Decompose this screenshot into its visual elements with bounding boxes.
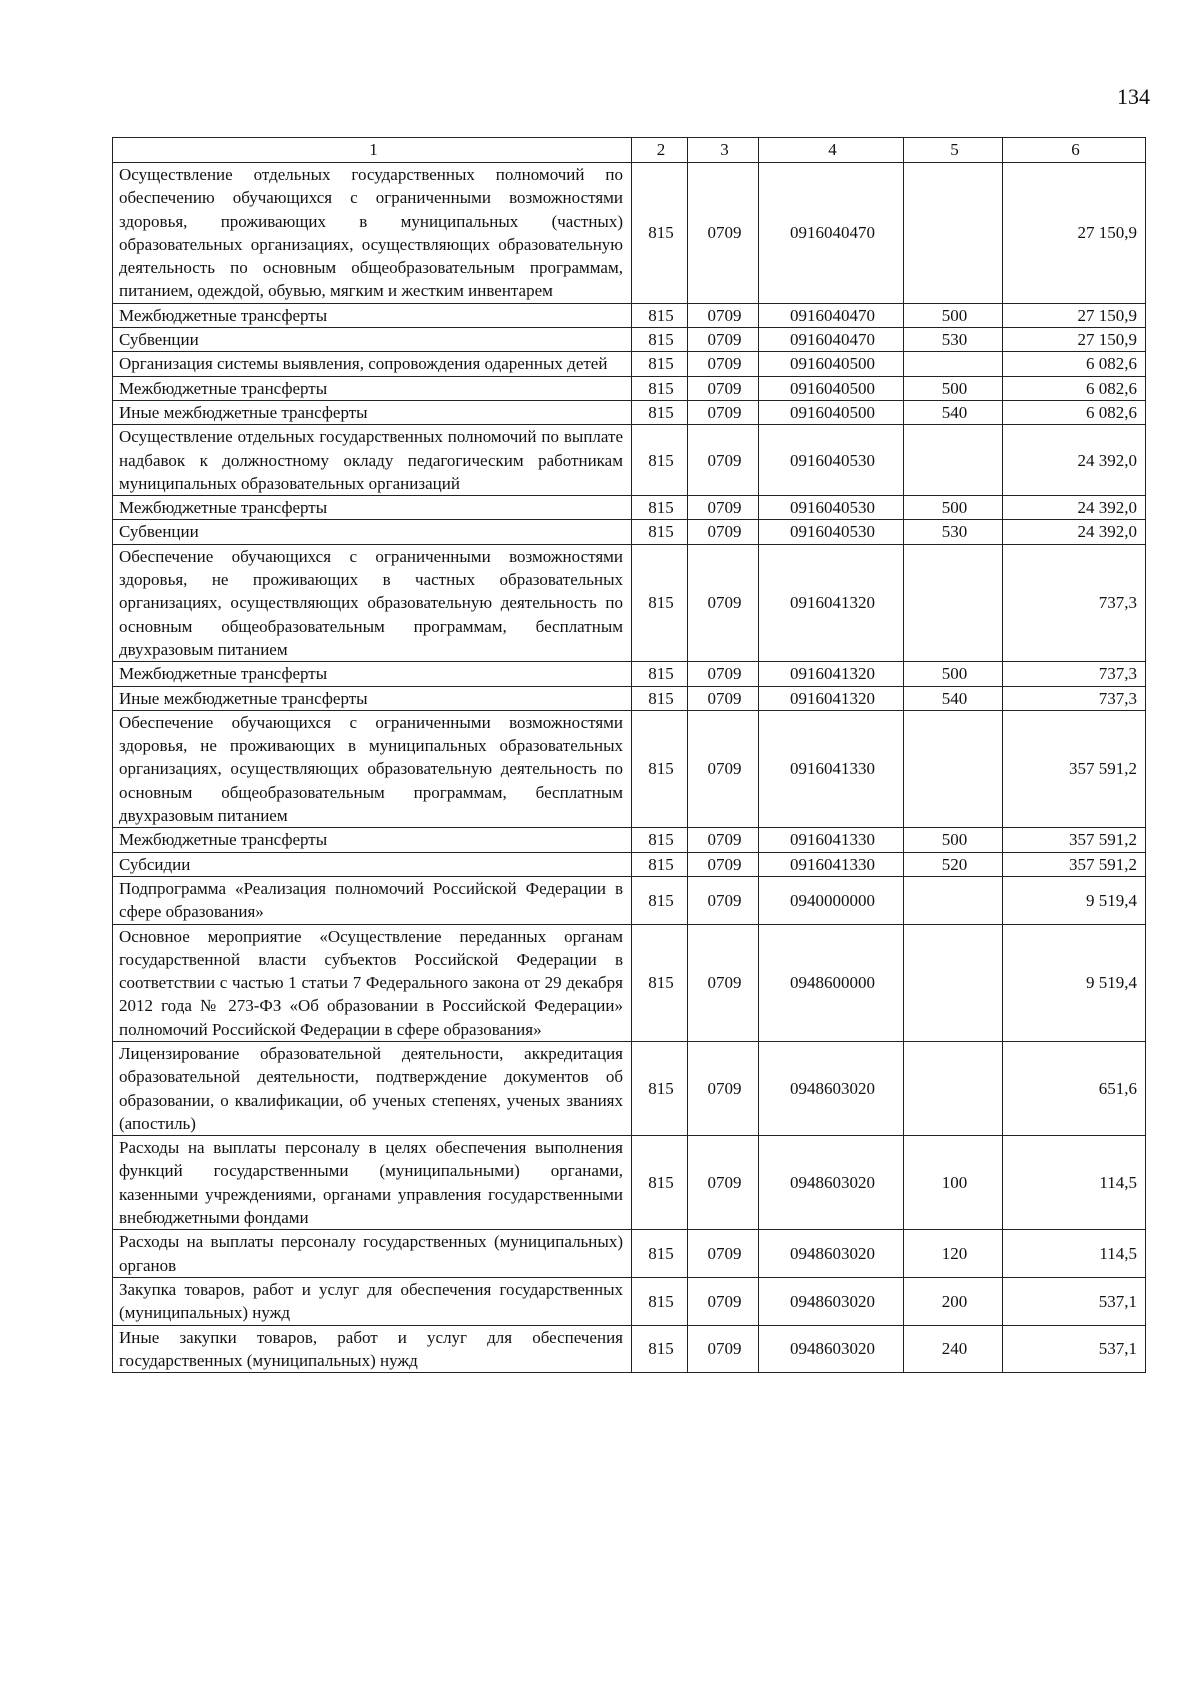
amount: 651,6 <box>1003 1041 1146 1135</box>
target-article-code: 0916041330 <box>759 710 904 827</box>
table-row <box>113 496 1146 520</box>
amount: 9 519,4 <box>1003 876 1146 924</box>
chapter-code: 815 <box>632 710 688 827</box>
section-code: 0709 <box>688 376 759 400</box>
column-header: 4 <box>759 138 904 163</box>
row-description: Субвенции <box>113 520 632 544</box>
row-description: Субсидии <box>113 852 632 876</box>
section-code: 0709 <box>688 686 759 710</box>
amount: 737,3 <box>1003 662 1146 686</box>
table-row <box>113 544 1146 661</box>
chapter-code: 815 <box>632 163 688 304</box>
row-description: Подпрограмма «Реализация полномочий Российской Федерации в сфере образования» <box>113 876 632 924</box>
chapter-code: 815 <box>632 328 688 352</box>
table-row <box>113 1230 1146 1278</box>
amount: 737,3 <box>1003 686 1146 710</box>
chapter-code: 815 <box>632 1277 688 1325</box>
page-number: 134 <box>1117 84 1150 109</box>
expense-type-code: 500 <box>904 376 1003 400</box>
amount: 114,5 <box>1003 1136 1146 1230</box>
expense-type-code <box>904 163 1003 304</box>
row-description: Субвенции <box>113 328 632 352</box>
section-code: 0709 <box>688 1041 759 1135</box>
section-code: 0709 <box>688 876 759 924</box>
chapter-code: 815 <box>632 1230 688 1278</box>
amount: 114,5 <box>1003 1230 1146 1278</box>
row-description: Организация системы выявления, сопровождения одаренных детей <box>113 352 632 376</box>
chapter-code: 815 <box>632 496 688 520</box>
column-header: 6 <box>1003 138 1146 163</box>
table-header-row <box>113 138 1146 163</box>
target-article-code: 0940000000 <box>759 876 904 924</box>
table-row <box>113 520 1146 544</box>
row-description: Межбюджетные трансферты <box>113 496 632 520</box>
section-code: 0709 <box>688 852 759 876</box>
chapter-code: 815 <box>632 303 688 327</box>
target-article-code: 0916041320 <box>759 662 904 686</box>
amount: 24 392,0 <box>1003 425 1146 496</box>
expense-type-code: 500 <box>904 496 1003 520</box>
row-description: Расходы на выплаты персоналу в целях обеспечения выполнения функций государственными (муниципальными) органами, казенными учреждениями, органами управления государственными внебюджетными фондами <box>113 1136 632 1230</box>
chapter-code: 815 <box>632 1136 688 1230</box>
target-article-code: 0916040530 <box>759 520 904 544</box>
table-row <box>113 400 1146 424</box>
column-header: 3 <box>688 138 759 163</box>
amount: 24 392,0 <box>1003 496 1146 520</box>
section-code: 0709 <box>688 520 759 544</box>
target-article-code: 0948603020 <box>759 1230 904 1278</box>
chapter-code: 815 <box>632 352 688 376</box>
row-description: Основное мероприятие «Осуществление переданных органам государственной власти субъектов Российской Федерации в соответствии с частью 1 статьи 7 Федерального закона от 29 декабря 2012 года № 273-ФЗ «Об образовании в Российской Федерации» полномочий Российской Федерации в сфере образования» <box>113 924 632 1041</box>
section-code: 0709 <box>688 1230 759 1278</box>
expense-type-code: 540 <box>904 686 1003 710</box>
target-article-code: 0916040500 <box>759 352 904 376</box>
amount: 6 082,6 <box>1003 352 1146 376</box>
column-header: 5 <box>904 138 1003 163</box>
row-description: Иные закупки товаров, работ и услуг для обеспечения государственных (муниципальных) нужд <box>113 1325 632 1373</box>
amount: 6 082,6 <box>1003 376 1146 400</box>
expense-type-code: 500 <box>904 662 1003 686</box>
target-article-code: 0916040470 <box>759 328 904 352</box>
expense-type-code: 240 <box>904 1325 1003 1373</box>
section-code: 0709 <box>688 544 759 661</box>
chapter-code: 815 <box>632 924 688 1041</box>
table-row <box>113 1136 1146 1230</box>
chapter-code: 815 <box>632 400 688 424</box>
target-article-code: 0916040470 <box>759 163 904 304</box>
target-article-code: 0948603020 <box>759 1325 904 1373</box>
expense-type-code: 520 <box>904 852 1003 876</box>
section-code: 0709 <box>688 1325 759 1373</box>
amount: 6 082,6 <box>1003 400 1146 424</box>
table-row <box>113 662 1146 686</box>
expense-type-code <box>904 1041 1003 1135</box>
target-article-code: 0916040530 <box>759 496 904 520</box>
target-article-code: 0916041330 <box>759 852 904 876</box>
table-row <box>113 376 1146 400</box>
target-article-code: 0916041320 <box>759 686 904 710</box>
expense-type-code: 120 <box>904 1230 1003 1278</box>
chapter-code: 815 <box>632 1041 688 1135</box>
table-row <box>113 686 1146 710</box>
expense-type-code: 530 <box>904 328 1003 352</box>
column-header: 1 <box>113 138 632 163</box>
section-code: 0709 <box>688 710 759 827</box>
expense-type-code: 530 <box>904 520 1003 544</box>
target-article-code: 0948603020 <box>759 1277 904 1325</box>
chapter-code: 815 <box>632 662 688 686</box>
row-description: Осуществление отдельных государственных полномочий по обеспечению обучающихся с ограниченными возможностями здоровья, проживающих в муниципальных (частных) образовательных организациях, осуществляющих образовательную деятельность по основным общеобразовательным программам, питанием, одеждой, обувью, мягким и жестким инвентарем <box>113 163 632 304</box>
expense-type-code <box>904 876 1003 924</box>
row-description: Межбюджетные трансферты <box>113 828 632 852</box>
section-code: 0709 <box>688 303 759 327</box>
expense-type-code: 200 <box>904 1277 1003 1325</box>
section-code: 0709 <box>688 1136 759 1230</box>
section-code: 0709 <box>688 352 759 376</box>
target-article-code: 0916041320 <box>759 544 904 661</box>
table-row <box>113 924 1146 1041</box>
chapter-code: 815 <box>632 852 688 876</box>
table-row <box>113 1041 1146 1135</box>
expense-type-code <box>904 352 1003 376</box>
column-header: 2 <box>632 138 688 163</box>
section-code: 0709 <box>688 662 759 686</box>
amount: 737,3 <box>1003 544 1146 661</box>
section-code: 0709 <box>688 496 759 520</box>
row-description: Межбюджетные трансферты <box>113 662 632 686</box>
section-code: 0709 <box>688 163 759 304</box>
budget-table <box>112 137 1146 1373</box>
expense-type-code <box>904 924 1003 1041</box>
section-code: 0709 <box>688 828 759 852</box>
chapter-code: 815 <box>632 876 688 924</box>
chapter-code: 815 <box>632 1325 688 1373</box>
chapter-code: 815 <box>632 686 688 710</box>
row-description: Осуществление отдельных государственных полномочий по выплате надбавок к должностному окладу педагогическим работникам муниципальных образовательных организаций <box>113 425 632 496</box>
table-row <box>113 1277 1146 1325</box>
amount: 27 150,9 <box>1003 328 1146 352</box>
table-row <box>113 828 1146 852</box>
amount: 357 591,2 <box>1003 852 1146 876</box>
target-article-code: 0948603020 <box>759 1041 904 1135</box>
expense-type-code: 500 <box>904 828 1003 852</box>
expense-type-code: 540 <box>904 400 1003 424</box>
amount: 24 392,0 <box>1003 520 1146 544</box>
expense-type-code <box>904 425 1003 496</box>
row-description: Межбюджетные трансферты <box>113 376 632 400</box>
table-row <box>113 303 1146 327</box>
table-row <box>113 710 1146 827</box>
target-article-code: 0916041330 <box>759 828 904 852</box>
table-row <box>113 1325 1146 1373</box>
amount: 9 519,4 <box>1003 924 1146 1041</box>
row-description: Расходы на выплаты персоналу государственных (муниципальных) органов <box>113 1230 632 1278</box>
chapter-code: 815 <box>632 544 688 661</box>
expense-type-code <box>904 710 1003 827</box>
target-article-code: 0948600000 <box>759 924 904 1041</box>
amount: 537,1 <box>1003 1325 1146 1373</box>
row-description: Обеспечение обучающихся с ограниченными возможностями здоровья, не проживающих в частных образовательных организациях, осуществляющих образовательную деятельность по основным общеобразовательным программам, бесплатным двухразовым питанием <box>113 544 632 661</box>
amount: 357 591,2 <box>1003 710 1146 827</box>
row-description: Иные межбюджетные трансферты <box>113 686 632 710</box>
chapter-code: 815 <box>632 376 688 400</box>
chapter-code: 815 <box>632 425 688 496</box>
expense-type-code: 100 <box>904 1136 1003 1230</box>
section-code: 0709 <box>688 425 759 496</box>
table-row <box>113 163 1146 304</box>
section-code: 0709 <box>688 924 759 1041</box>
target-article-code: 0916040470 <box>759 303 904 327</box>
section-code: 0709 <box>688 328 759 352</box>
row-description: Межбюджетные трансферты <box>113 303 632 327</box>
chapter-code: 815 <box>632 828 688 852</box>
row-description: Иные межбюджетные трансферты <box>113 400 632 424</box>
amount: 27 150,9 <box>1003 303 1146 327</box>
table-row <box>113 328 1146 352</box>
row-description: Лицензирование образовательной деятельности, аккредитация образовательной деятельности, подтверждение документов об образовании, о квалификации, об ученых степенях, ученых званиях (апостиль) <box>113 1041 632 1135</box>
table-row <box>113 876 1146 924</box>
table-row <box>113 425 1146 496</box>
table-row <box>113 852 1146 876</box>
amount: 357 591,2 <box>1003 828 1146 852</box>
expense-type-code: 500 <box>904 303 1003 327</box>
target-article-code: 0948603020 <box>759 1136 904 1230</box>
section-code: 0709 <box>688 400 759 424</box>
section-code: 0709 <box>688 1277 759 1325</box>
row-description: Закупка товаров, работ и услуг для обеспечения государственных (муниципальных) нужд <box>113 1277 632 1325</box>
amount: 537,1 <box>1003 1277 1146 1325</box>
chapter-code: 815 <box>632 520 688 544</box>
target-article-code: 0916040500 <box>759 376 904 400</box>
row-description: Обеспечение обучающихся с ограниченными возможностями здоровья, не проживающих в муниципальных образовательных организациях, осуществляющих образовательную деятельность по основным общеобразовательным программам, бесплатным двухразовым питанием <box>113 710 632 827</box>
expense-type-code <box>904 544 1003 661</box>
amount: 27 150,9 <box>1003 163 1146 304</box>
target-article-code: 0916040530 <box>759 425 904 496</box>
target-article-code: 0916040500 <box>759 400 904 424</box>
table-row <box>113 352 1146 376</box>
